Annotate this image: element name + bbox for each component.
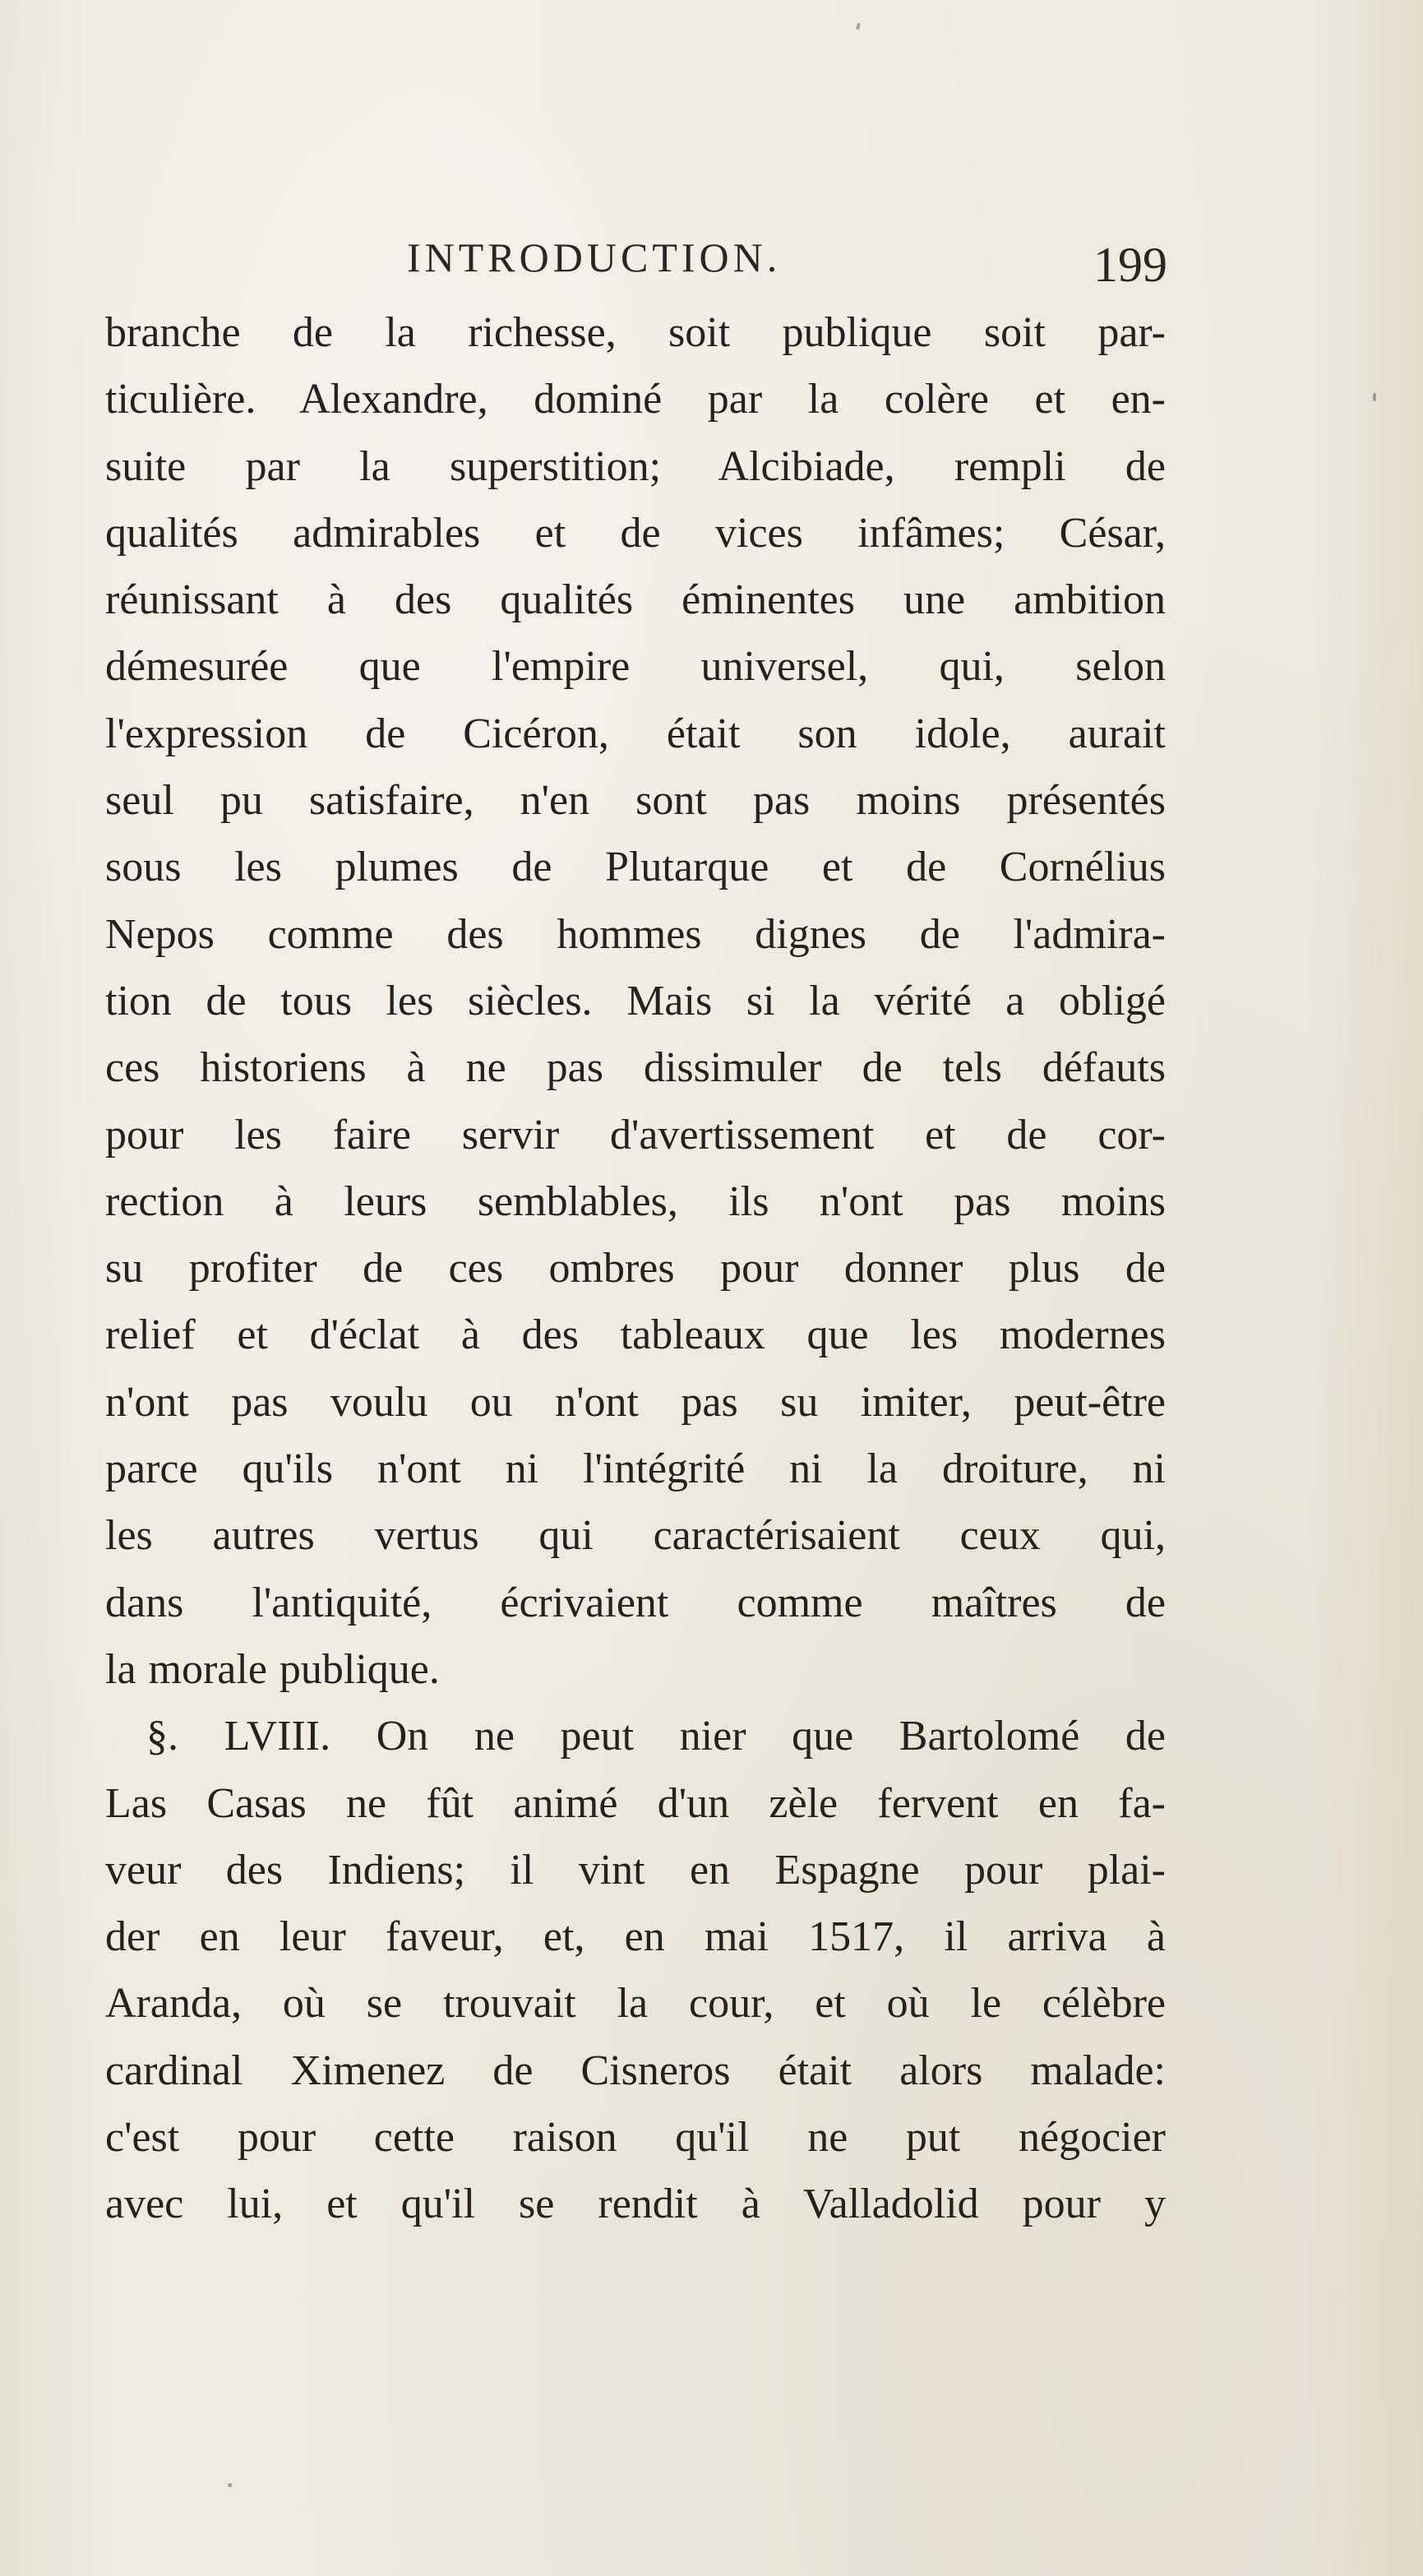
page-number: 199 <box>1093 238 1167 292</box>
section-heading-line: §. LVIII. On ne peut nier que Bartolomé de <box>146 1713 1166 1760</box>
text-line: ces historiens à ne pas dissimuler de tels défauts <box>105 1044 1166 1092</box>
text-line: démesurée que l'empire universel, qui, selon <box>105 643 1166 691</box>
text-line: l'expression de Cicéron, était son idole, aurait <box>105 710 1166 757</box>
ink-speck <box>228 2483 232 2487</box>
text-line: réunissant à des qualités éminentes une ambition <box>105 576 1166 624</box>
text-line: Nepos comme des hommes dignes de l'admira- <box>105 910 1166 958</box>
text-line: suite par la superstition; Alcibiade, rempli de <box>105 442 1166 490</box>
text-line: qualités admirables et de vices infâmes; César, <box>105 509 1166 557</box>
body-text <box>105 299 1166 2238</box>
ink-speck <box>1373 393 1376 401</box>
text-line: les autres vertus qui caractérisaient ceux qui, <box>105 1512 1166 1560</box>
text-line: der en leur faveur, et, en mai 1517, il arriva à <box>105 1913 1166 1961</box>
text-line: ticulière. Alexandre, dominé par la colère et en- <box>105 376 1166 423</box>
text-line: n'ont pas voulu ou n'ont pas su imiter, peut-être <box>105 1378 1166 1426</box>
text-line: Aranda, où se trouvait la cour, et où le célèbre <box>105 1980 1166 2028</box>
paragraph-end-line: la morale publique. <box>105 1645 440 1693</box>
text-line: tion de tous les siècles. Mais si la vérité a obligé <box>105 977 1166 1024</box>
text-line: rection à leurs semblables, ils n'ont pas moins <box>105 1177 1166 1225</box>
text-line: cardinal Ximenez de Cisneros était alors malade: <box>105 2046 1166 2094</box>
running-title: INTRODUCTION. <box>407 234 782 280</box>
text-line: seul pu satisfaire, n'en sont pas moins présentés <box>105 777 1166 825</box>
text-line: c'est pour cette raison qu'il ne put négocier <box>105 2114 1166 2162</box>
text-line: veur des Indiens; il vint en Espagne pour plai- <box>105 1846 1166 1894</box>
text-line: Las Casas ne fût animé d'un zèle fervent en fa- <box>105 1779 1166 1827</box>
text-line: sous les plumes de Plutarque et de Cornélius <box>105 844 1166 891</box>
text-line: dans l'antiquité, écrivaient comme maîtres de <box>105 1579 1166 1626</box>
text-line: branche de la richesse, soit publique soit par- <box>105 309 1166 356</box>
ink-speck <box>856 23 861 30</box>
text-line: parce qu'ils n'ont ni l'intégrité ni la droiture, ni <box>105 1445 1166 1493</box>
text-line: avec lui, et qu'il se rendit à Valladolid pour y <box>105 2181 1166 2228</box>
text-line: relief et d'éclat à des tableaux que les modernes <box>105 1311 1166 1359</box>
page-header <box>99 222 1167 296</box>
text-line: pour les faire servir d'avertissement et de cor- <box>105 1111 1166 1159</box>
text-line: su profiter de ces ombres pour donner plus de <box>105 1245 1166 1293</box>
